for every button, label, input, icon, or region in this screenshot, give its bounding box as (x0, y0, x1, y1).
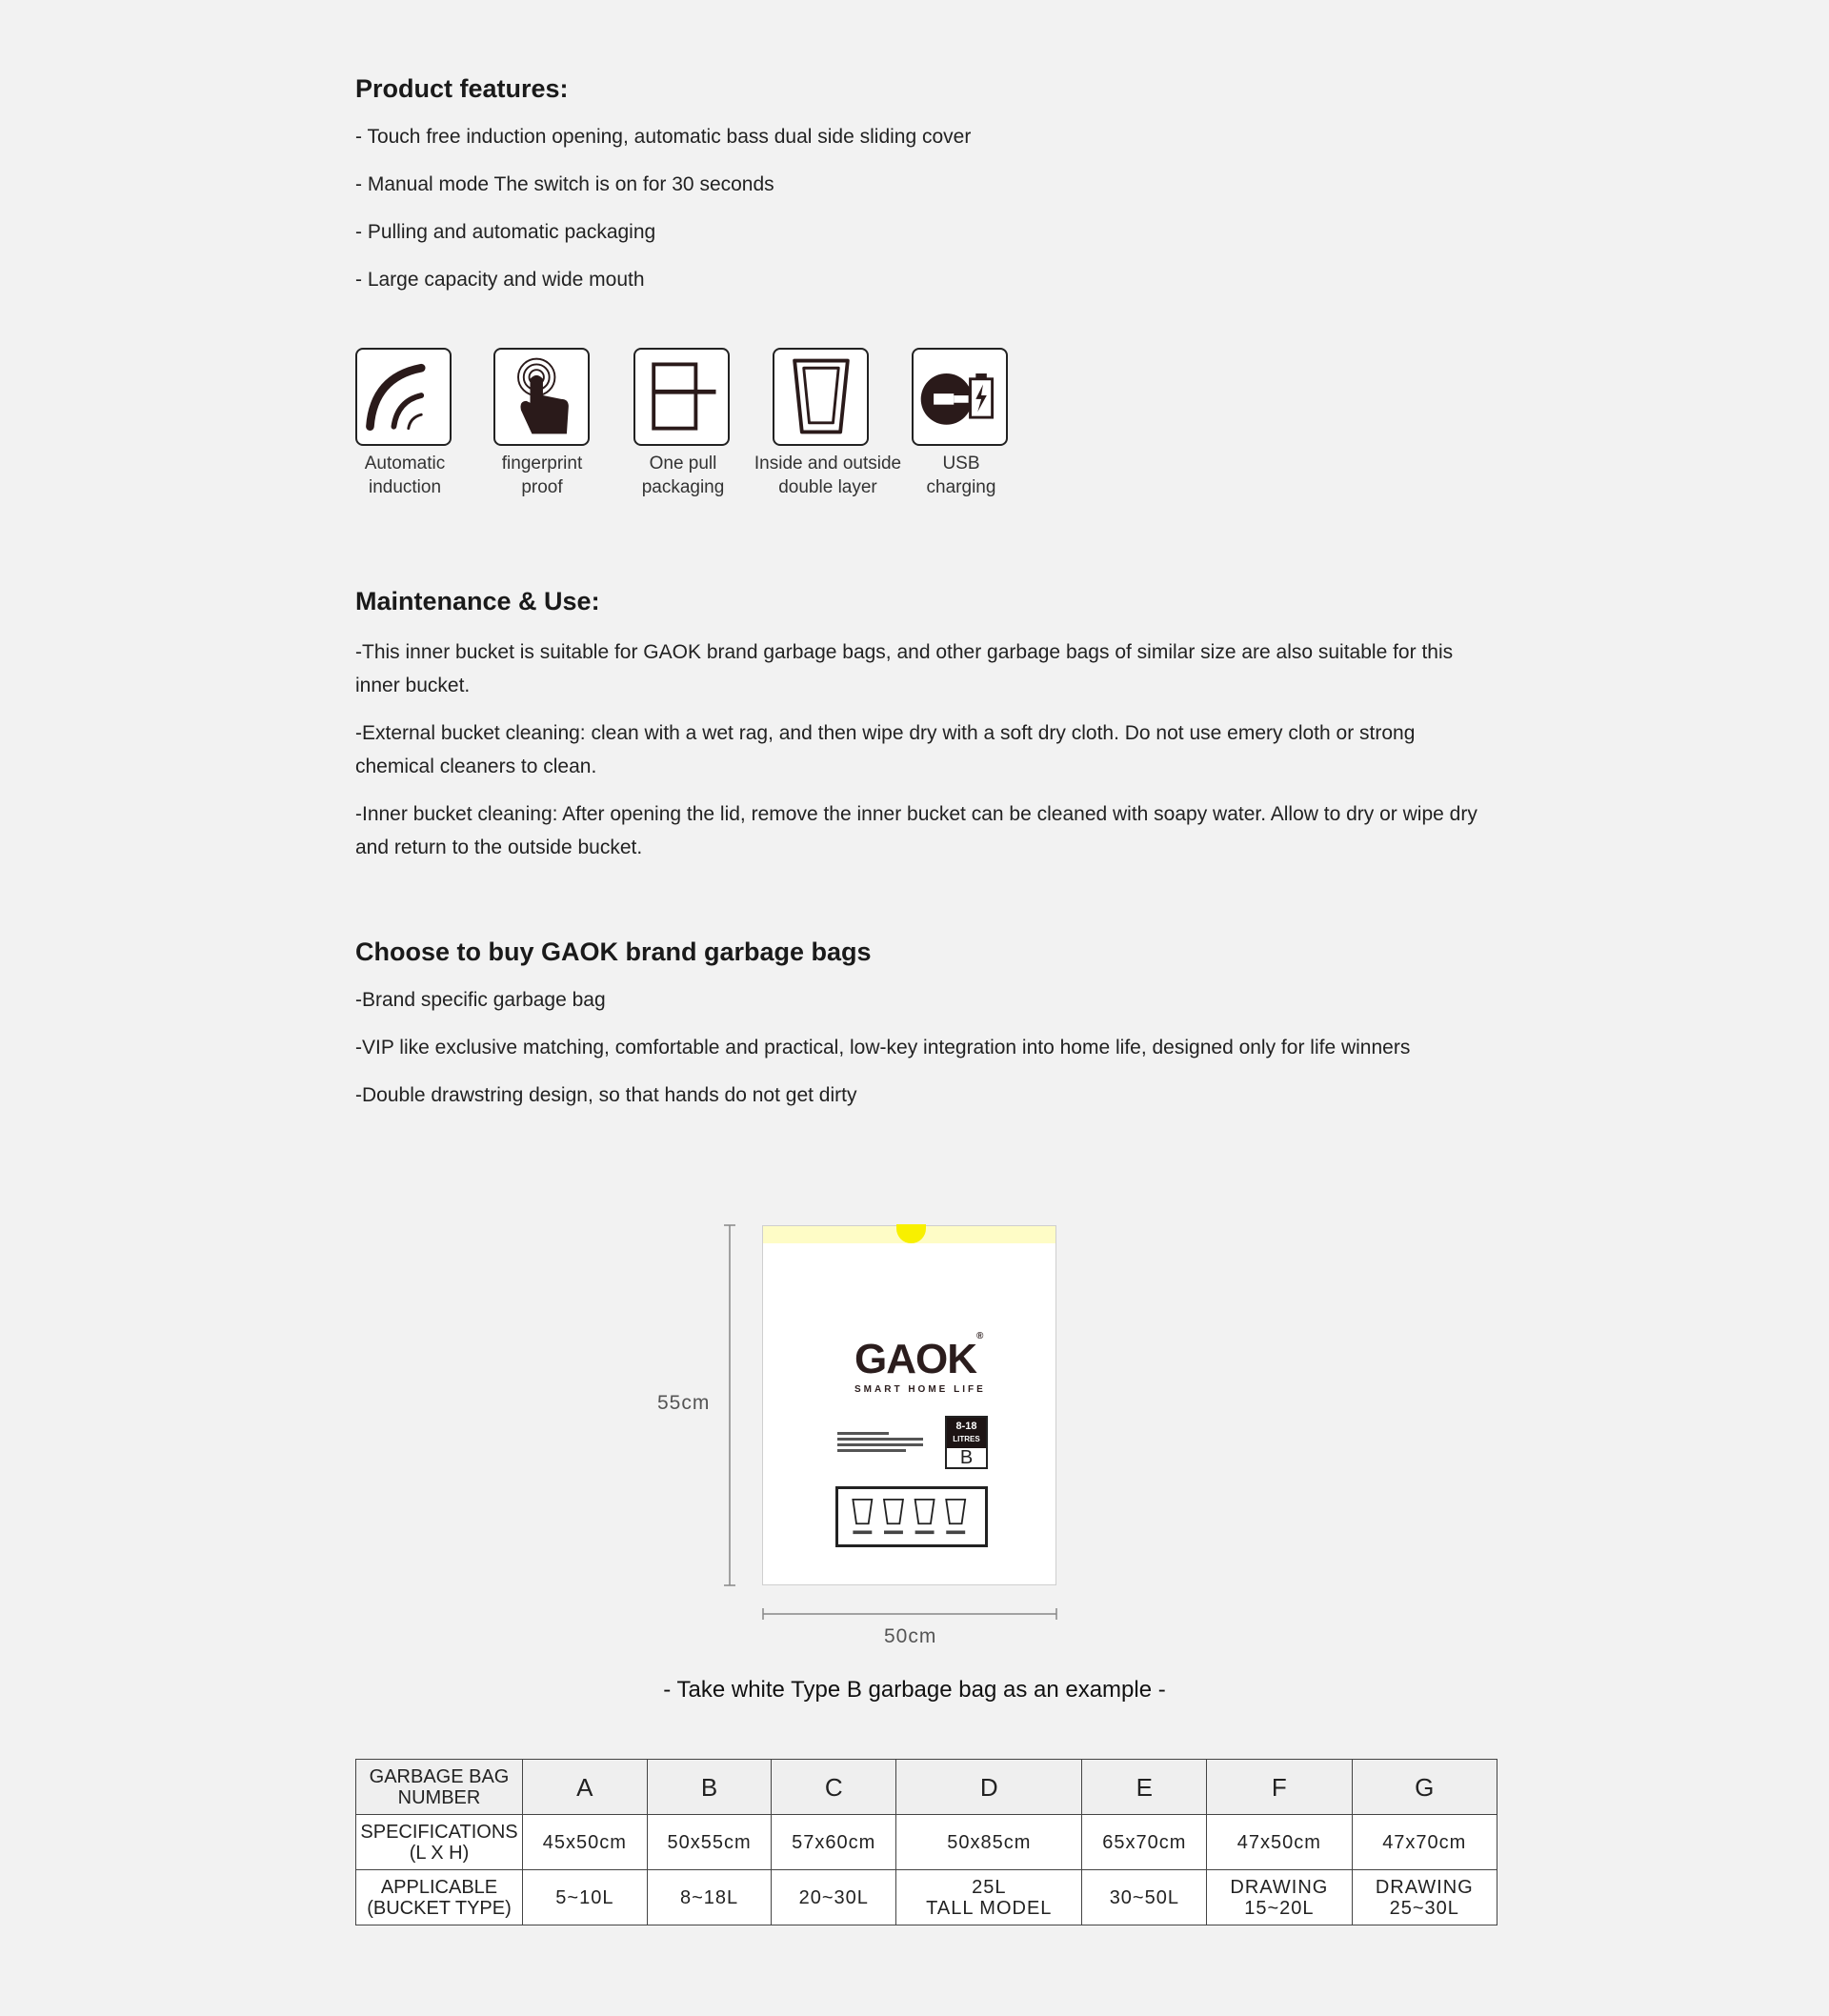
row-header: SPECIFICATIONS (L X H) (356, 1815, 523, 1870)
garbage-bags-heading: Choose to buy GAOK brand garbage bags (355, 937, 872, 966)
garbage-bag-spec-table (355, 1759, 1497, 1925)
fingerprint-touch-icon (493, 348, 590, 446)
feature-item: - Touch free induction opening, automatic bass dual side sliding cover (355, 126, 972, 148)
pull-bag-icon (633, 348, 730, 446)
width-label: 50cm (884, 1625, 937, 1647)
table-cell: A (523, 1760, 648, 1815)
bag-feature-item: -Brand specific garbage bag (355, 989, 606, 1011)
usage-steps-diagram (835, 1486, 988, 1547)
height-label: 55cm (657, 1392, 711, 1414)
garbage-bag-image (762, 1225, 1056, 1585)
brand-tagline: SMART HOME LIFE (854, 1384, 986, 1395)
feature-item: - Manual mode The switch is on for 30 seconds (355, 173, 774, 195)
bag-feature-item: -VIP like exclusive matching, comfortable and practical, low-key integration into home life, designed only for life winners (355, 1037, 1411, 1058)
row-header: GARBAGE BAG NUMBER (356, 1760, 523, 1815)
table-cell: DRAWING 15~20L (1207, 1870, 1352, 1925)
icon-caption: USB charging (926, 454, 996, 497)
table-cell: 57x60cm (772, 1815, 896, 1870)
table-cell: DRAWING 25~30L (1352, 1870, 1497, 1925)
example-caption: - Take white Type B garbage bag as an example - (663, 1677, 1166, 1703)
maintenance-section (355, 587, 1498, 858)
maintenance-paragraph: -External bucket cleaning: clean with a wet rag, and then wipe dry with a soft dry cloth. Do not use emery cloth or strong chemical cleaners to clean. (355, 722, 1416, 777)
table-row (356, 1815, 1497, 1870)
table-cell: C (772, 1760, 896, 1815)
table-row (356, 1870, 1497, 1925)
table-cell: 5~10L (523, 1870, 648, 1925)
warning-text-block (837, 1432, 923, 1455)
wireless-signal-icon (355, 348, 452, 446)
maintenance-paragraph: -This inner bucket is suitable for GAOK brand garbage bags, and other garbage bags of similar size are also suitable for this inner bucket. (355, 641, 1454, 696)
table-cell: D (896, 1760, 1082, 1815)
row-header: APPLICABLE (BUCKET TYPE) (356, 1870, 523, 1925)
table-cell: 65x70cm (1082, 1815, 1207, 1870)
maintenance-paragraph: -Inner bucket cleaning: After opening the lid, remove the inner bucket can be cleaned with soapy water. Allow to dry or wipe dry and return to the outside bucket. (355, 803, 1477, 858)
table-cell: 47x70cm (1352, 1815, 1497, 1870)
table-cell: 47x50cm (1207, 1815, 1352, 1870)
table-cell: 30~50L (1082, 1870, 1207, 1925)
icon-caption: fingerprint proof (501, 454, 583, 497)
table-cell: B (647, 1760, 772, 1815)
table-cell: 20~30L (772, 1870, 896, 1925)
icon-caption: Automatic induction (364, 454, 446, 497)
double-layer-bin-icon (773, 348, 869, 446)
features-section (355, 74, 1498, 291)
table-cell: F (1207, 1760, 1352, 1815)
usb-charging-icon (912, 348, 1008, 446)
table-cell: G (1352, 1760, 1497, 1815)
maintenance-heading: Maintenance & Use: (355, 587, 600, 615)
feature-item: - Large capacity and wide mouth (355, 269, 645, 291)
icon-caption: One pull packaging (641, 454, 725, 497)
table-row (356, 1760, 1497, 1815)
table-cell: 50x85cm (896, 1815, 1082, 1870)
features-heading: Product features: (355, 74, 569, 103)
table-cell: 8~18L (647, 1870, 772, 1925)
garbage-bags-section (355, 937, 1498, 1106)
table-cell: 45x50cm (523, 1815, 648, 1870)
feature-item: - Pulling and automatic packaging (355, 221, 656, 243)
icon-caption: Inside and outside double layer (754, 454, 902, 497)
table-cell: 25L TALL MODEL (896, 1870, 1082, 1925)
size-badge: 8-18 LITRES B (945, 1416, 988, 1469)
gaok-logo: GAOK® (854, 1331, 983, 1382)
bag-feature-item: -Double drawstring design, so that hands do not get dirty (355, 1084, 857, 1106)
table-cell: E (1082, 1760, 1207, 1815)
table-cell: 50x55cm (647, 1815, 772, 1870)
